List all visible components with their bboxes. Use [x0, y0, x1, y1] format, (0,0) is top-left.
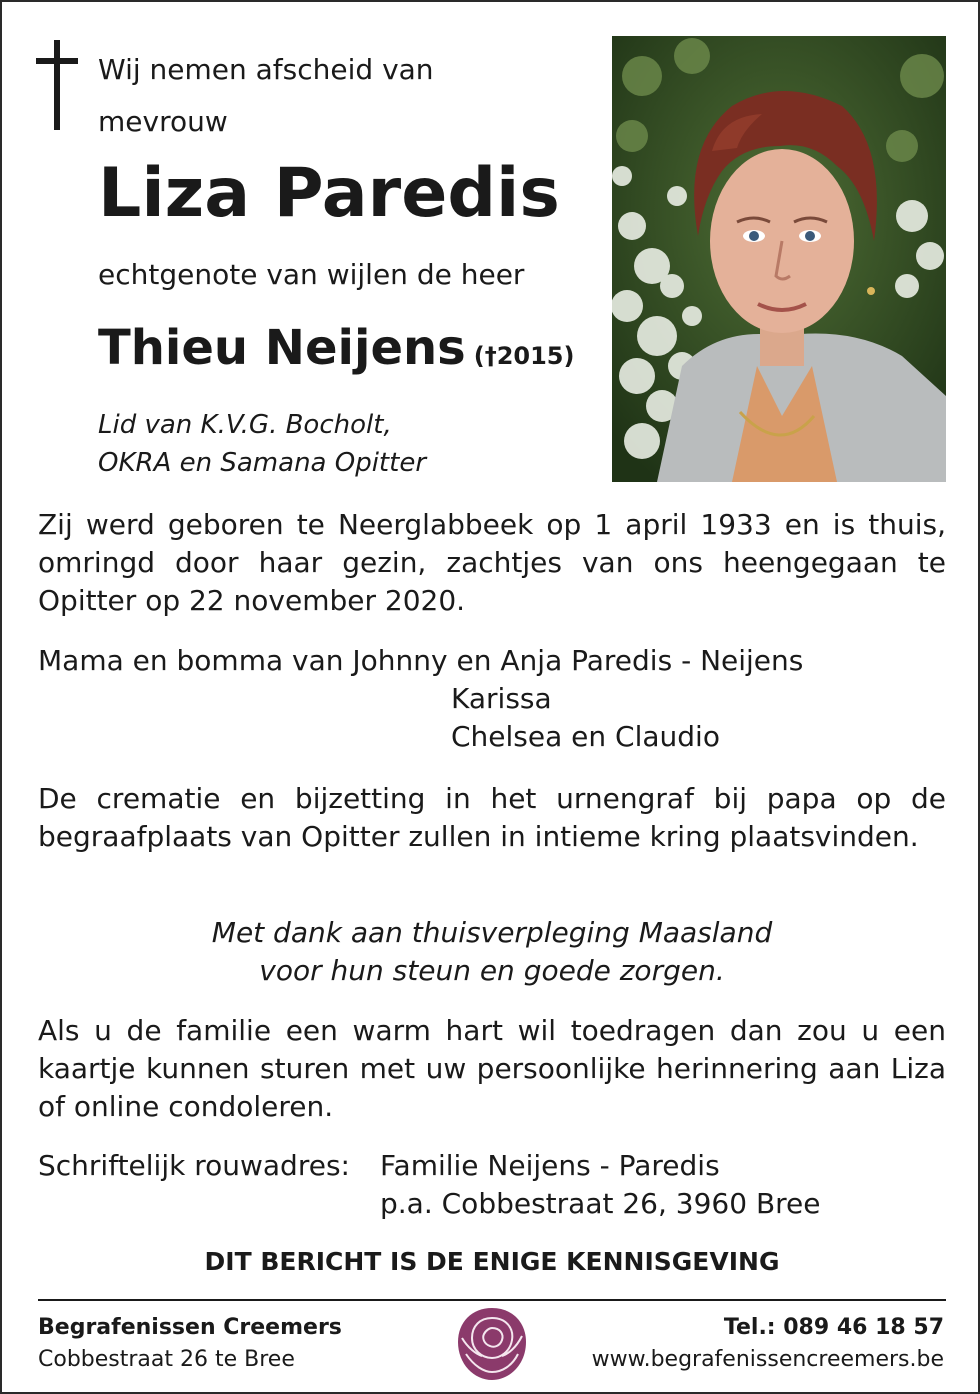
condolence-paragraph: Als u de familie een warm hart wil toedragen dan zou u een kaartje kunnen sturen met uw persoonlijke herinnering aan Liza of online condoleren. [38, 1014, 946, 1123]
deceased-name: Liza Paredis [98, 154, 560, 233]
spouse-intro: echtgenote van wijlen de heer [98, 258, 525, 291]
cross-icon [36, 40, 80, 130]
intro-text [98, 44, 434, 148]
address-label: Schriftelijk rouwadres: [38, 1149, 350, 1182]
thanks-line-1: Met dank aan thuisverpleging Maasland [211, 916, 773, 949]
memberships [98, 406, 426, 482]
website-link[interactable]: www.begrafenissencreemers.be [591, 1347, 944, 1372]
thanks-note [38, 914, 946, 990]
thanks-line-2: voor hun steun en goede zorgen. [259, 954, 725, 987]
spouse-death-year: (†2015) [473, 342, 575, 370]
funeral-home-name: Begrafenissen Creemers [38, 1315, 342, 1340]
spouse-line [98, 320, 574, 376]
membership-line-2: OKRA en Samana Opitter [98, 448, 427, 478]
address-line-2: p.a. Cobbestraat 26, 3960 Bree [380, 1187, 821, 1220]
portrait-image [612, 36, 946, 482]
family-line-3: Chelsea en Claudio [451, 720, 720, 753]
mourning-address [38, 1147, 821, 1223]
spouse-name: Thieu Neijens [98, 320, 466, 376]
address-line-1: Familie Neijens - Paredis [380, 1149, 720, 1182]
notice-banner: DIT BERICHT IS DE ENIGE KENNISGEVING [204, 1247, 780, 1276]
funeral-home-address: Cobbestraat 26 te Bree [38, 1347, 295, 1372]
membership-line-1: Lid van K.V.G. Bocholt, [98, 410, 392, 440]
cremation-paragraph: De crematie en bijzetting in het urnengraf bij papa op de begraafplaats van Opitter zullen in intieme kring plaatsvinden. [38, 782, 946, 853]
portrait-photo [612, 36, 946, 482]
funeral-home-info [38, 1312, 342, 1376]
footer-divider [38, 1299, 946, 1301]
family-line-2: Karissa [451, 682, 552, 715]
phone-number: Tel.: 089 46 18 57 [723, 1315, 944, 1340]
birth-paragraph: Zij werd geboren te Neerglabbeek op 1 april 1933 en is thuis, omringd door haar gezin, zachtjes van ons heengegaan te Opitter op 22 november 2020. [38, 508, 946, 617]
intro-line-1: Wij nemen afscheid van [98, 53, 434, 86]
rose-logo-icon [454, 1304, 530, 1384]
family-line-1: Mama en bomma van Johnny en Anja Paredis - Neijens [38, 644, 804, 677]
contact-info [592, 1312, 944, 1376]
family-list [38, 642, 803, 756]
intro-line-2: mevrouw [98, 105, 228, 138]
